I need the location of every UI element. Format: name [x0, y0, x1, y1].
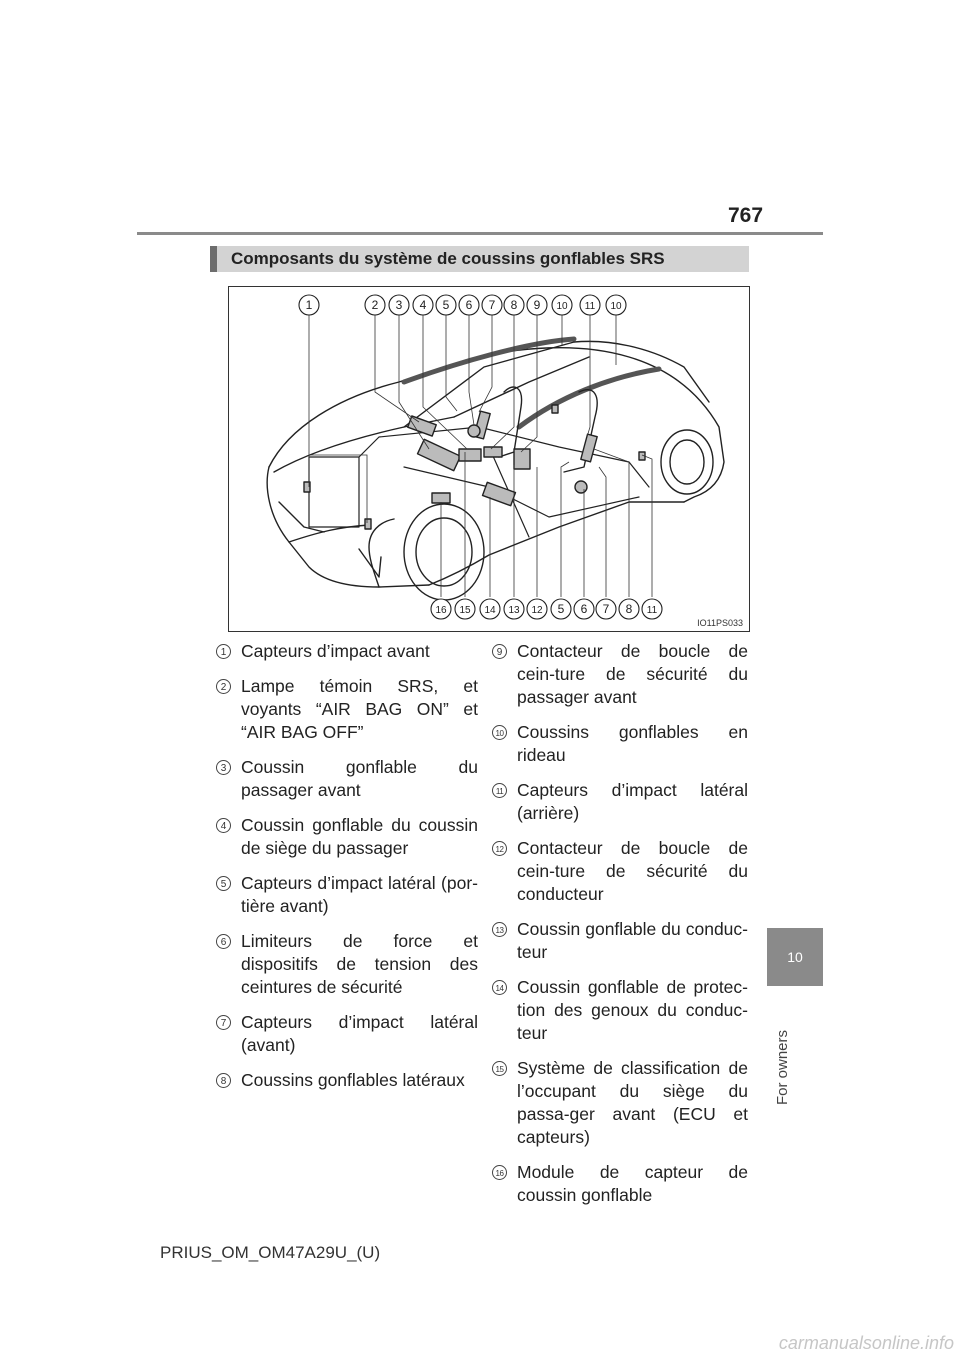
legend-right-column [492, 640, 748, 1219]
callout-bottom-14 [480, 599, 500, 619]
legend-item [216, 675, 478, 744]
legend-text: Capteurs d’impact avant [241, 641, 430, 661]
legend-text: Coussin gonflable du passager avant [241, 757, 478, 800]
svg-text:13: 13 [508, 605, 520, 616]
legend-number: 13 [492, 922, 507, 937]
legend-number: 10 [492, 725, 507, 740]
svg-text:9: 9 [533, 298, 541, 312]
legend-item [492, 721, 748, 767]
legend-number: 12 [492, 841, 507, 856]
legend-item [216, 1011, 478, 1057]
chapter-label: For owners [774, 1029, 791, 1105]
legend-item [492, 640, 748, 709]
callout-top-7 [482, 295, 502, 315]
legend-text: Limiteurs de force et dispositifs de tension des ceintures de sécurité [241, 931, 478, 997]
legend-item [216, 814, 478, 860]
legend-text: Contacteur de boucle de cein-ture de sécurité du conducteur [517, 838, 748, 904]
legend-item [216, 756, 478, 802]
callout-top-6 [459, 295, 479, 315]
svg-text:2: 2 [371, 298, 379, 312]
legend-number: 1 [216, 644, 231, 659]
svg-text:8: 8 [510, 298, 518, 312]
legend-number: 2 [216, 679, 231, 694]
legend-text: Système de classification de l’occupant du siège du passa-ger avant (ECU et capteurs) [517, 1058, 748, 1147]
callout-bottom-13 [504, 599, 524, 619]
legend-number: 14 [492, 980, 507, 995]
section-header [210, 246, 749, 272]
svg-text:3: 3 [395, 298, 403, 312]
legend-item [492, 779, 748, 825]
svg-text:16: 16 [435, 605, 447, 616]
callout-bottom-7 [596, 599, 616, 619]
legend-item [492, 837, 748, 906]
legend-item [216, 872, 478, 918]
callout-bottom-16 [431, 599, 451, 619]
callout-bottom-8 [619, 599, 639, 619]
legend-number: 5 [216, 876, 231, 891]
svg-text:8: 8 [625, 602, 633, 616]
svg-text:7: 7 [488, 298, 496, 312]
callout-top-10b [606, 295, 626, 315]
legend-text: Coussin gonflable du conduc-teur [517, 919, 748, 962]
legend-number: 16 [492, 1165, 507, 1180]
legend-text: Contacteur de boucle de cein-ture de sécurité du passager avant [517, 641, 748, 707]
car-illustration [229, 287, 748, 630]
legend-item [492, 918, 748, 964]
legend-text: Coussin gonflable de protec-tion des genoux du conduc-teur [517, 977, 748, 1043]
callout-top-3 [389, 295, 409, 315]
svg-text:10: 10 [610, 301, 622, 312]
legend-text: Coussins gonflables latéraux [241, 1070, 465, 1090]
legend-number: 8 [216, 1073, 231, 1088]
legend-text: Module de capteur de coussin gonflable [517, 1162, 748, 1205]
svg-text:1: 1 [305, 298, 313, 312]
svg-text:11: 11 [584, 301, 596, 312]
legend-left-column [216, 640, 478, 1104]
svg-text:6: 6 [465, 298, 473, 312]
callout-top-4 [413, 295, 433, 315]
legend-number: 6 [216, 934, 231, 949]
callout-top-1 [299, 295, 319, 315]
callout-bottom-6 [574, 599, 594, 619]
legend-item [492, 1057, 748, 1149]
legend-number: 9 [492, 644, 507, 659]
callout-top-8 [504, 295, 524, 315]
chapter-label-container [772, 995, 796, 1105]
svg-text:11: 11 [646, 605, 658, 616]
airbag-components-figure [228, 286, 750, 632]
footer-model-code: PRIUS_OM_OM47A29U_(U) [160, 1243, 381, 1262]
callout-top-9 [527, 295, 547, 315]
header-rule [137, 232, 823, 235]
legend-number: 4 [216, 818, 231, 833]
legend-text: Capteurs d’impact latéral (avant) [241, 1012, 478, 1055]
legend-text: Coussins gonflables en rideau [517, 722, 748, 765]
legend-text: Capteurs d’impact latéral (por-tière avant) [241, 873, 478, 916]
page-number: 767 [728, 204, 764, 227]
callout-top-10a [552, 295, 572, 315]
legend-number: 3 [216, 760, 231, 775]
callout-top-2 [365, 295, 385, 315]
svg-text:15: 15 [459, 605, 471, 616]
legend-item [216, 930, 478, 999]
legend-number: 15 [492, 1061, 507, 1076]
svg-text:4: 4 [419, 298, 427, 312]
legend-item [492, 976, 748, 1045]
svg-text:14: 14 [484, 605, 496, 616]
legend-text: Capteurs d’impact latéral (arrière) [517, 780, 748, 823]
legend-item [216, 1069, 478, 1092]
callout-bottom-15 [455, 599, 475, 619]
section-title: Composants du système de coussins gonflables SRS [231, 249, 665, 268]
legend-number: 7 [216, 1015, 231, 1030]
callout-bottom-5 [551, 599, 571, 619]
callout-bottom-11 [642, 599, 662, 619]
legend-item [492, 1161, 748, 1207]
legend-item [216, 640, 478, 663]
callout-top-11 [580, 295, 600, 315]
legend-number: 11 [492, 783, 507, 798]
legend-text: Lampe témoin SRS, et voyants “AIR BAG ON” et “AIR BAG OFF” [241, 676, 478, 742]
svg-text:6: 6 [580, 602, 588, 616]
watermark: carmanualsonline.info [778, 1333, 954, 1353]
callout-top-5 [436, 295, 456, 315]
svg-text:7: 7 [602, 602, 610, 616]
svg-text:12: 12 [531, 605, 543, 616]
svg-text:5: 5 [557, 602, 565, 616]
legend-text: Coussin gonflable du coussin de siège du passager [241, 815, 478, 858]
figure-code: IO11PS033 [697, 618, 743, 628]
svg-text:5: 5 [442, 298, 450, 312]
svg-text:10: 10 [556, 301, 568, 312]
chapter-tab [767, 928, 823, 986]
chapter-number: 10 [787, 949, 803, 965]
callout-bottom-12 [527, 599, 547, 619]
